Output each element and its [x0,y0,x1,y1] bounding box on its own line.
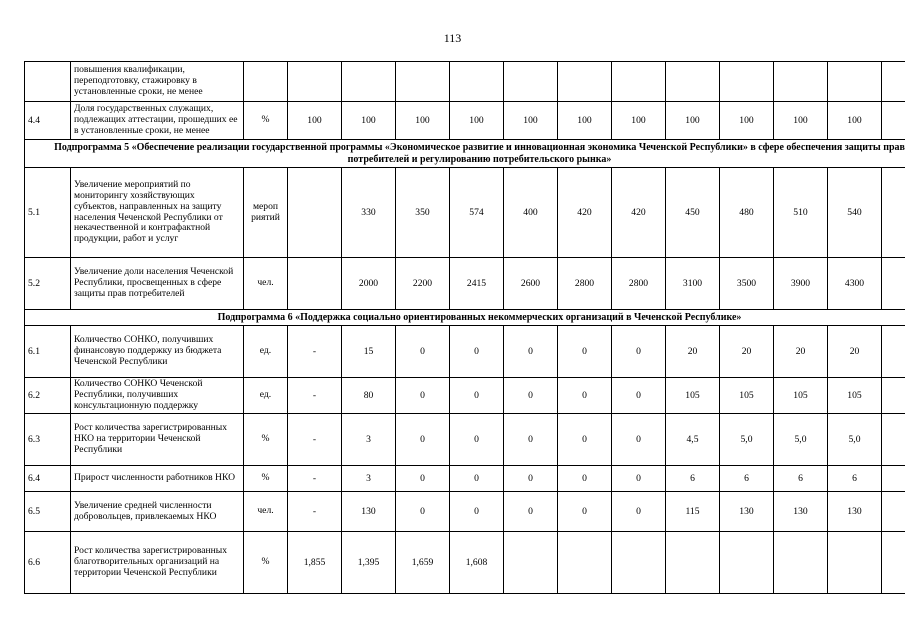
value-cell: 330 [342,168,396,258]
value-cell [558,62,612,102]
value-cell: 1,855 [288,532,342,594]
value-cell: 0 [450,378,504,414]
value-cell: 100 [396,102,450,140]
unit-cell: % [244,532,288,594]
value-cell: 0 [396,466,450,492]
value-cell: 20 [666,326,720,378]
value-cell: 100 [288,102,342,140]
indicator-name: повышения квалификации, переподготовку, стажировку в установленные сроки, не менее [71,62,244,102]
value-cell: 0 [558,378,612,414]
value-cell [504,532,558,594]
value-cell [558,532,612,594]
value-cell [882,466,905,492]
unit-cell: % [244,466,288,492]
value-cell: 480 [720,168,774,258]
value-cell: 6 [828,466,882,492]
table-row [25,102,905,140]
unit-cell: ед. [244,378,288,414]
value-cell: 0 [504,414,558,466]
table-row [25,326,905,378]
page-number: 113 [443,31,462,45]
unit-cell: чел. [244,492,288,532]
row-number: 6.6 [25,532,71,594]
value-cell: 1,608 [450,532,504,594]
value-cell [288,168,342,258]
value-cell [666,532,720,594]
row-number: 5.1 [25,168,71,258]
row-number: 6.4 [25,466,71,492]
value-cell: 0 [396,378,450,414]
value-cell: 574 [450,168,504,258]
value-cell: 0 [504,378,558,414]
unit-cell: % [244,102,288,140]
value-cell [882,414,905,466]
value-cell [882,102,905,140]
value-cell: 3900 [774,258,828,310]
indicator-name: Увеличение средней численности добровольцев, привлекаемых НКО [71,492,244,532]
table-row [25,532,905,594]
value-cell: 0 [504,492,558,532]
value-cell: 2800 [612,258,666,310]
subprogram-heading: Подпрограмма 6 «Поддержка социально ориентированных некоммерческих организаций в Чеченской Республике» [25,310,905,326]
value-cell: 6 [666,466,720,492]
value-cell: - [288,466,342,492]
row-number: 6.3 [25,414,71,466]
indicator-name: Увеличение доли населения Чеченской Республики, просвещенных в сфере защиты прав потребителей [71,258,244,310]
value-cell: 6 [774,466,828,492]
value-cell: 5,0 [828,414,882,466]
value-cell: 100 [612,102,666,140]
value-cell: 1,659 [396,532,450,594]
value-cell: 0 [504,326,558,378]
row-number [25,62,71,102]
table-row [25,466,905,492]
value-cell: 0 [450,466,504,492]
value-cell [828,62,882,102]
value-cell: 4,5 [666,414,720,466]
value-cell: 100 [666,102,720,140]
value-cell: 400 [504,168,558,258]
value-cell: 0 [396,326,450,378]
indicators-table [24,61,905,594]
table-row [25,492,905,532]
value-cell: 0 [450,414,504,466]
value-cell: 0 [558,492,612,532]
value-cell: 0 [612,466,666,492]
table-row [25,414,905,466]
value-cell [612,62,666,102]
value-cell: 0 [558,466,612,492]
value-cell: 100 [342,102,396,140]
value-cell [342,62,396,102]
value-cell: 105 [774,378,828,414]
subprogram-heading-row [25,140,905,168]
table-body [25,62,905,594]
indicator-name: Количество СОНКО, получивших финансовую поддержку из бюджета Чеченской Республики [71,326,244,378]
value-cell [720,532,774,594]
value-cell: 100 [774,102,828,140]
indicator-name: Прирост численности работников НКО [71,466,244,492]
value-cell [396,62,450,102]
indicator-name: Увеличение мероприятий по мониторингу хозяйствующих субъектов, направленных на защиту населения Чеченской Республики от некачественной и контрафактной продукции, работ и услуг [71,168,244,258]
value-cell: 6 [720,466,774,492]
value-cell: 20 [720,326,774,378]
value-cell: 100 [558,102,612,140]
value-cell: 4300 [828,258,882,310]
value-cell [882,258,905,310]
value-cell: 130 [828,492,882,532]
value-cell: - [288,492,342,532]
value-cell: 5,0 [774,414,828,466]
value-cell: 0 [558,326,612,378]
unit-cell [244,62,288,102]
unit-cell: чел. [244,258,288,310]
value-cell: 2000 [342,258,396,310]
value-cell: 105 [828,378,882,414]
value-cell: 105 [666,378,720,414]
value-cell: 3 [342,466,396,492]
value-cell: 0 [450,326,504,378]
value-cell: 2200 [396,258,450,310]
value-cell: - [288,326,342,378]
value-cell: - [288,378,342,414]
value-cell: 3100 [666,258,720,310]
table-row [25,62,905,102]
unit-cell: ед. [244,326,288,378]
value-cell [666,62,720,102]
value-cell [828,532,882,594]
value-cell [612,532,666,594]
value-cell: 420 [612,168,666,258]
table-row [25,378,905,414]
unit-cell: мероп риятий [244,168,288,258]
value-cell [882,378,905,414]
value-cell: 80 [342,378,396,414]
subprogram-heading: Подпрограмма 5 «Обеспечение реализации государственной программы «Экономическое развитие и инновационная экономика Чеченской Республики» в сфере обеспечения защиты прав потребителей и регулированию потребительского рынка» [25,140,905,168]
value-cell: 20 [828,326,882,378]
table-row [25,258,905,310]
value-cell [288,62,342,102]
value-cell: 130 [342,492,396,532]
indicator-name: Доля государственных служащих, подлежащих аттестации, прошедших ее в установленные сроки, не менее [71,102,244,140]
subprogram-heading-row [25,310,905,326]
row-number: 4.4 [25,102,71,140]
row-number: 5.2 [25,258,71,310]
value-cell: 20 [774,326,828,378]
row-number: 6.2 [25,378,71,414]
value-cell [720,62,774,102]
value-cell: 105 [720,378,774,414]
value-cell [450,62,504,102]
value-cell: 0 [612,414,666,466]
value-cell: 0 [612,378,666,414]
value-cell: 0 [396,414,450,466]
value-cell: - [288,414,342,466]
value-cell: 5,0 [720,414,774,466]
value-cell [504,62,558,102]
value-cell [882,326,905,378]
value-cell: 420 [558,168,612,258]
table-row [25,168,905,258]
value-cell [774,532,828,594]
value-cell: 510 [774,168,828,258]
value-cell: 2800 [558,258,612,310]
value-cell: 1,395 [342,532,396,594]
value-cell: 100 [828,102,882,140]
value-cell: 2415 [450,258,504,310]
value-cell: 130 [774,492,828,532]
value-cell: 450 [666,168,720,258]
value-cell: 100 [504,102,558,140]
value-cell [288,258,342,310]
row-number: 6.5 [25,492,71,532]
value-cell: 100 [720,102,774,140]
value-cell: 130 [720,492,774,532]
value-cell [774,62,828,102]
value-cell: 0 [612,492,666,532]
row-number: 6.1 [25,326,71,378]
value-cell: 350 [396,168,450,258]
value-cell: 3 [342,414,396,466]
value-cell: 0 [396,492,450,532]
value-cell: 115 [666,492,720,532]
value-cell: 100 [450,102,504,140]
indicator-name: Рост количества зарегистрированных благотворительных организаций на территории Чеченской Республики [71,532,244,594]
value-cell: 0 [612,326,666,378]
unit-cell: % [244,414,288,466]
value-cell: 540 [828,168,882,258]
indicator-name: Количество СОНКО Чеченской Республики, получивших консультационную поддержку [71,378,244,414]
value-cell [882,532,905,594]
indicator-name: Рост количества зарегистрированных НКО на территории Чеченской Республики [71,414,244,466]
value-cell: 0 [558,414,612,466]
value-cell [882,62,905,102]
value-cell: 0 [450,492,504,532]
value-cell [882,168,905,258]
value-cell: 3500 [720,258,774,310]
value-cell: 15 [342,326,396,378]
value-cell: 2600 [504,258,558,310]
value-cell: 0 [504,466,558,492]
value-cell [882,492,905,532]
